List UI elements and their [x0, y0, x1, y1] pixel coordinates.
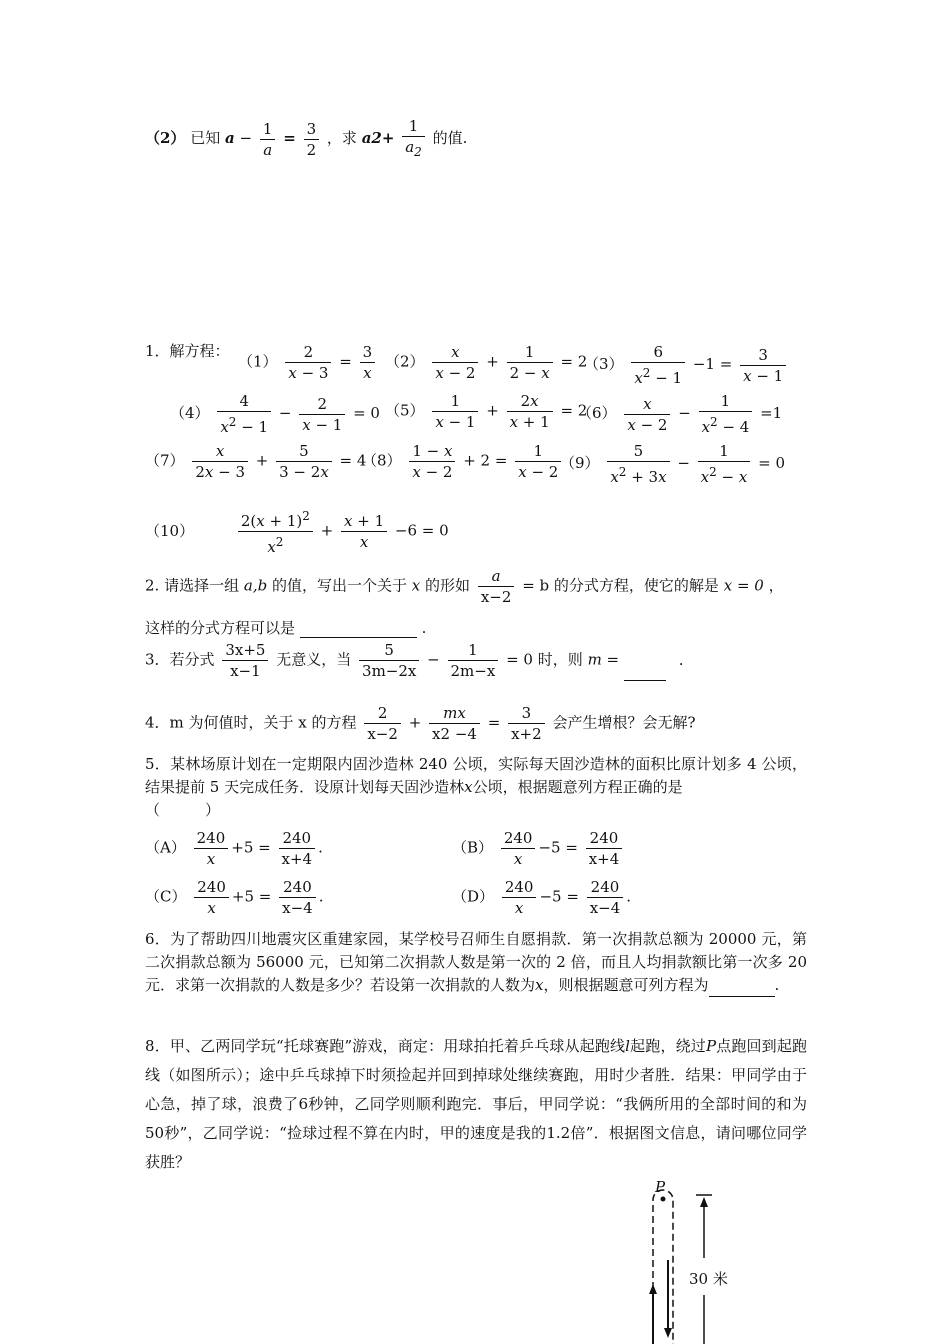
q1-title-row: [145, 340, 230, 361]
answer-blank[interactable]: [709, 980, 775, 997]
q4-line: [145, 703, 695, 744]
q4-text: 会产生增根？会无解?: [552, 713, 696, 732]
q2-text: 2. 请选择一组: [145, 576, 240, 595]
var-x: x: [411, 576, 421, 595]
numerator: 3: [306, 119, 317, 138]
var-P: P: [705, 1037, 717, 1055]
q8-text: 点跑回到起跑线（如图所示）；途中乒乓球掉下时须捡起并回到掉球处继续赛跑，用时少者胜．结果：甲同学由于心急，掉了球，浪费了6秒钟，乙同学则顺利跑完．事后，甲同学说：“我俩所用的全部时间的和为50秒”，乙同学说：“捡球过程不算在内时，甲的速度是我的1.2倍”．根据图文信息，请问哪位同学获胜？: [145, 1037, 807, 1171]
distance-label: 30 米: [689, 1270, 728, 1288]
equation-3: （3） $\frac{6}{x^2 - 1}$ −1 = $\frac{3}{x - 1}$: [584, 342, 789, 388]
distance-arrowhead-up: [700, 1197, 708, 1207]
denominator: 2: [304, 139, 320, 160]
plus-sign: +: [408, 713, 422, 732]
equation-2: （2） $\frac{x}{x - 2}$ + $\frac{1}{2 - x}$ = 2: [385, 343, 588, 382]
numerator: 3: [521, 704, 532, 722]
numerator: 1: [408, 117, 419, 135]
equation-4: （4） $\frac{4}{x^2 - 1}$ − $\frac{2}{x - 1}$ = 0: [170, 392, 380, 436]
fraction: [222, 640, 268, 681]
equals-zero: = 0: [506, 650, 533, 669]
numerator: a: [491, 567, 501, 585]
track-outline: [653, 1190, 673, 1344]
q5-text: 公顷，根据题意列方程正确的是: [472, 778, 683, 796]
solution: x = 0: [723, 576, 764, 595]
var-ab: a,b: [243, 576, 268, 595]
minus-sign: −: [427, 650, 440, 669]
numerator: 2: [377, 704, 388, 722]
operator: +5 =: [231, 887, 272, 906]
denominator: 2m−x: [448, 660, 499, 681]
q6-text: .: [774, 976, 780, 994]
q2-text: .: [421, 619, 427, 637]
fraction: [304, 119, 320, 160]
q6-text-block: [145, 928, 807, 997]
numerator: 5: [384, 641, 394, 659]
q8-text-block: [145, 1032, 807, 1177]
q8-text: 8．甲、乙两同学玩“托球赛跑”游戏，商定：用球拍托着乒乓球从起跑线: [145, 1037, 626, 1055]
equation-8: （8） $\frac{1 - x}{x - 2}$ + 2 = $\frac{1}{x - 2}$: [362, 441, 564, 482]
equation-label: （5）: [385, 401, 425, 420]
point-p-label: P: [655, 1178, 666, 1196]
denominator: x−1: [222, 660, 268, 681]
equation-6: （6） $\frac{x}{x - 2}$ − $\frac{1}{x^2 - 4}$ =1: [577, 392, 783, 436]
option-label: （A）: [145, 838, 186, 857]
option-end: .: [318, 838, 323, 857]
option-label: （B）: [452, 838, 494, 857]
fraction: [478, 566, 515, 607]
option-end: .: [318, 887, 324, 906]
q5-text: 5．某林场原计划在一定期限内固沙造林 240 公顷，实际每天固沙造林的面积比原计划多 4 公顷，结果提前 5 天完成任务．设原计划每天固沙造林: [145, 755, 807, 796]
q3-text: 无意义，当: [276, 650, 352, 669]
numerator: mx: [443, 704, 466, 722]
denominator: $a_2$: [402, 136, 425, 162]
denominator: x−2: [364, 723, 401, 744]
fraction: [402, 116, 425, 162]
denominator: a: [260, 139, 276, 160]
prev-problem-text: 已知: [190, 129, 221, 147]
var-x: x: [535, 976, 544, 994]
denominator: x+2: [508, 723, 545, 744]
denominator: 3m−2x: [359, 660, 419, 681]
option-label: （C）: [145, 887, 187, 906]
q2-text: ，: [768, 576, 784, 595]
q2-text: 的值，写出一个关于: [271, 576, 407, 595]
q4-text: 4．m 为何值时，关于 x 的方程: [145, 713, 357, 732]
option-end: .: [626, 887, 632, 906]
m-equals: m =: [587, 650, 620, 669]
q5-option-a[interactable]: （A） $\frac{240}{x}$ +5 = $\frac{240}{x+4}$ .: [145, 829, 323, 868]
q2-line-1: [145, 566, 784, 607]
fraction: [359, 640, 419, 681]
numerator: 3x+5: [225, 641, 266, 659]
equation-7: （7） $\frac{x}{2x - 3}$ + $\frac{5}{3 - 2x}$ = 4: [145, 442, 367, 481]
operator: +5 =: [231, 838, 271, 857]
numerator: 1: [262, 119, 273, 138]
fraction: [508, 703, 545, 744]
equation-1: （1） $\frac{2}{x - 3}$ = $\frac{3}{x}$: [238, 342, 378, 383]
equation-label: （9）: [560, 454, 600, 472]
var-x: x: [464, 778, 473, 796]
down-arrowhead: [664, 1328, 672, 1338]
q5-text-block: [145, 753, 807, 822]
q6-text: ，则根据题意可列方程为: [543, 976, 709, 994]
q3-text: .: [678, 650, 684, 669]
q5-option-b[interactable]: （B） $\frac{240}{x}$ −5 = $\frac{240}{x+4}$: [452, 828, 625, 869]
minus-sign: −: [239, 129, 253, 147]
equation-label: （7）: [145, 451, 185, 470]
equation-label: （6）: [577, 404, 617, 422]
answer-paren[interactable]: （ ）: [145, 801, 221, 819]
q2-text: 的形如: [425, 576, 471, 595]
q5-option-d[interactable]: （D） $\frac{240}{x}$ −5 = $\frac{240}{x-4}$ .: [452, 878, 632, 917]
equals-sign: =: [487, 713, 501, 732]
equation-label: （1）: [238, 352, 278, 371]
q2-text: 的分式方程，使它的解是: [553, 576, 719, 595]
equation-5: （5） $\frac{1}{x - 1}$ + $\frac{2x}{x + 1}$ = 2: [385, 392, 588, 431]
answer-blank[interactable]: [300, 621, 417, 638]
equation-9: （9） $\frac{5}{x^2 + 3x}$ − $\frac{1}{x^2 - x}$ = 0: [560, 442, 786, 486]
point-p: [661, 1197, 666, 1202]
q3-line: [145, 640, 683, 681]
q5-option-c[interactable]: （C） $\frac{240}{x}$ +5 = $\frac{240}{x-4}$ .: [145, 878, 324, 917]
fraction: [429, 703, 480, 744]
q3-text: 时，则: [537, 650, 583, 669]
a2-expression: a2+: [361, 129, 395, 147]
denominator: x−2: [478, 586, 515, 607]
q2-line-2: [145, 617, 426, 638]
operator: −5 =: [538, 838, 578, 857]
q2-text: 这样的分式方程可以是: [145, 619, 296, 637]
prev-problem-label: （2）: [145, 129, 186, 147]
q6-text: 6．为了帮助四川地震灾区重建家园，某学校号召师生自愿捐款．第一次捐款总额为 20000 元，第二次捐款总额为 56000 元，已知第二次捐款人数是第一次的 2 倍，而且人均捐款额比第一次多 20 元．求第一次捐款的人数是多少？若设第一次捐款的人数为: [145, 930, 807, 994]
prev-problem-text: 的值.: [432, 129, 468, 147]
equation-10: （10） $\frac{2(x + 1)^2}{x^2}$ + $\frac{x + 1}{x}$ −6 = 0: [145, 509, 449, 556]
fraction: [448, 640, 499, 681]
equation-label: （3）: [584, 355, 624, 373]
prev-problem: [145, 116, 467, 162]
numerator: 1: [468, 641, 478, 659]
option-label: （D）: [452, 887, 495, 906]
var-l: l: [625, 1037, 630, 1055]
equals-sign: =: [283, 129, 296, 147]
equation-label: （2）: [385, 352, 425, 371]
equation-label: （8）: [362, 451, 402, 470]
equation-label: （4）: [170, 404, 210, 422]
prev-problem-text: ，求: [326, 129, 357, 147]
answer-blank[interactable]: [624, 664, 666, 681]
denominator: x2 −4: [429, 723, 480, 744]
equals-b: = b: [522, 576, 550, 595]
fraction: [260, 119, 276, 160]
fraction: [364, 703, 401, 744]
equation-label: （10）: [145, 521, 195, 540]
race-track-figure: [630, 1180, 750, 1344]
var-a: a: [225, 129, 235, 147]
q8-text: 起跑，绕过: [629, 1037, 706, 1055]
operator: −5 =: [539, 887, 579, 906]
up-arrowhead: [649, 1284, 657, 1294]
q1-title: 1．解方程：: [145, 342, 230, 360]
q3-text: 3．若分式: [145, 650, 215, 669]
